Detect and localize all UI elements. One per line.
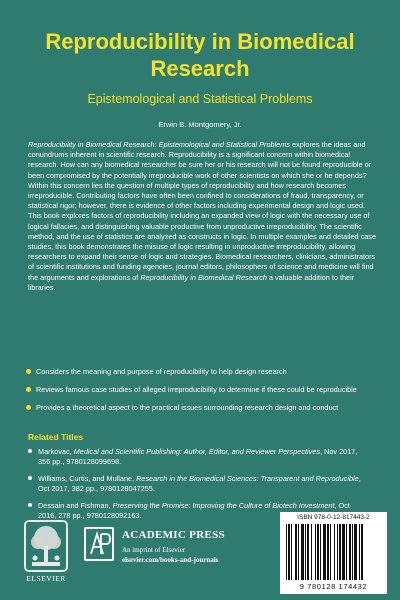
barcode-bar xyxy=(346,524,347,580)
feature-bullet-text: Provides a theoretical aspect to the practical issues surrounding research design and conduct xyxy=(36,403,339,412)
barcode-bar xyxy=(361,524,363,580)
barcode-bar xyxy=(359,524,360,580)
barcode-bar xyxy=(317,524,319,580)
bullet-dot-icon xyxy=(26,369,31,374)
feature-bullet-text: Reviews famous case studies of alleged irreproducibility to determine if these could be reproducible xyxy=(36,385,357,394)
author-name: Erwin B. Montgomery, Jr. xyxy=(158,120,242,129)
barcode-bar xyxy=(315,524,316,580)
book-title: Reproducibility in Biomedical Research xyxy=(45,29,355,81)
barcode-bar xyxy=(320,524,321,580)
related-authors: Markovac, xyxy=(38,447,74,456)
academic-press-imprint: An imprint of Elsevier xyxy=(122,546,186,554)
book-description xyxy=(28,140,380,293)
barcode-bar xyxy=(349,524,351,580)
barcode-bar xyxy=(323,524,326,580)
elsevier-tree-icon xyxy=(24,520,68,572)
barcode-bar xyxy=(342,524,345,580)
barcode-bar xyxy=(339,524,341,580)
barcode-bar xyxy=(286,524,287,580)
feature-bullet-text: Considers the meaning and purpose of reproducibility to help design research xyxy=(36,367,287,376)
related-title-item xyxy=(28,447,368,467)
related-title-item xyxy=(28,474,368,494)
description-book-title: Reproducibility in Biomedical Research: Epistemological and Statistical Problems xyxy=(28,140,290,149)
barcode-bar xyxy=(307,524,309,580)
related-book-title: Preserving the Promise: Improving the Culture of Biotech Investment xyxy=(112,501,335,510)
barcode-bar xyxy=(301,524,304,580)
elsevier-label: ELSEVIER xyxy=(26,574,66,583)
description-text-end: a valuable addition to their libraries. xyxy=(28,272,355,292)
barcode-bar xyxy=(352,524,353,580)
related-details: , Nov 2017, 356 pp., 9780128099698. xyxy=(38,447,358,466)
related-book-title: Research in the Biomedical Sciences: Transparent and Reproducible xyxy=(136,474,359,483)
bullet-dot-icon xyxy=(28,503,32,507)
barcode-digits: 9 780128 174432 xyxy=(299,582,368,591)
related-authors: Dessain and Fishman, xyxy=(38,501,113,510)
feature-bullet xyxy=(24,385,384,394)
bullet-dot-icon xyxy=(26,405,31,410)
barcode-icon xyxy=(284,524,383,582)
related-details: , Oct 2017, 382 pp., 9780128047255. xyxy=(38,474,361,493)
related-book-title: Medical and Scientific Publishing: Author, Editor, and Reviewer Perspectives xyxy=(73,447,321,456)
publisher-url: elsevier.com/books-and-journals xyxy=(122,556,219,564)
related-details: , Oct 2016, 278 pp., 9780128092163. xyxy=(38,501,350,520)
barcode-bar xyxy=(295,524,297,580)
feature-bullets xyxy=(24,367,384,421)
isbn-barcode-box xyxy=(280,512,387,594)
feature-bullet xyxy=(24,403,384,412)
description-book-title-repeat: Reproducibility in Biomedical Research xyxy=(140,272,267,282)
barcode-bar xyxy=(327,524,329,580)
description-text: explores the ideas and conundrums inherent in scientific research. Reproducibility is a significant concern within biomedical research. How can any biomedical researcher be sure her or his research will not be found reproducible or been compromised by the potentially irreproducible work of other scientists on which she or he depends? Within this concern lies the question of multiple types of reproducibility and how research becomes irreproducible. Contributing factors have often been confined to considerations of fraud, transparency, or statistical rigor; however, there is evidence of other factors including experimental design and logic used. This book explores factors of reproducibility including an expanded view of logic with the necessary use of logical fallacies, and distinguishing valuable productive from unproductive irreproducibility. The scientific method, and the use of statistics are analyzed as constructs in logic. In multiple examples and detailed case studies, this book demonstrates the misuse of logic resulting in unproductive irreproducibility, allowing researchers to expand their sense of logic and strategies. Biomedical researchers, clinicians, administrators of scientific institutions and funding agencies, journal editors, philosophers of science and medicine will find the arguments and explorations of xyxy=(28,140,377,282)
barcode-bar xyxy=(330,524,331,580)
elsevier-logo xyxy=(16,520,76,583)
barcode-bar xyxy=(337,524,338,580)
barcode-bar xyxy=(305,524,306,580)
bullet-dot-icon xyxy=(28,476,32,480)
related-titles-heading: Related Titles xyxy=(28,432,84,442)
academic-press-name: ACADEMIC PRESS xyxy=(122,529,225,541)
barcode-bar xyxy=(334,524,335,580)
barcode-bar xyxy=(311,524,312,580)
academic-press-ap-icon xyxy=(84,527,114,561)
book-subtitle: Epistemological and Statistical Problems xyxy=(87,92,313,106)
barcode-bar xyxy=(291,524,292,580)
barcode-bar xyxy=(298,524,299,580)
bullet-dot-icon xyxy=(28,449,32,453)
barcode-bar xyxy=(354,524,357,580)
related-authors: Williams, Curtis, and Mullane, xyxy=(38,474,137,483)
bullet-dot-icon xyxy=(26,387,31,392)
barcode-bar xyxy=(288,524,290,580)
isbn-label: ISBN 978-0-12-817443-2 xyxy=(297,514,370,521)
feature-bullet xyxy=(24,367,384,376)
